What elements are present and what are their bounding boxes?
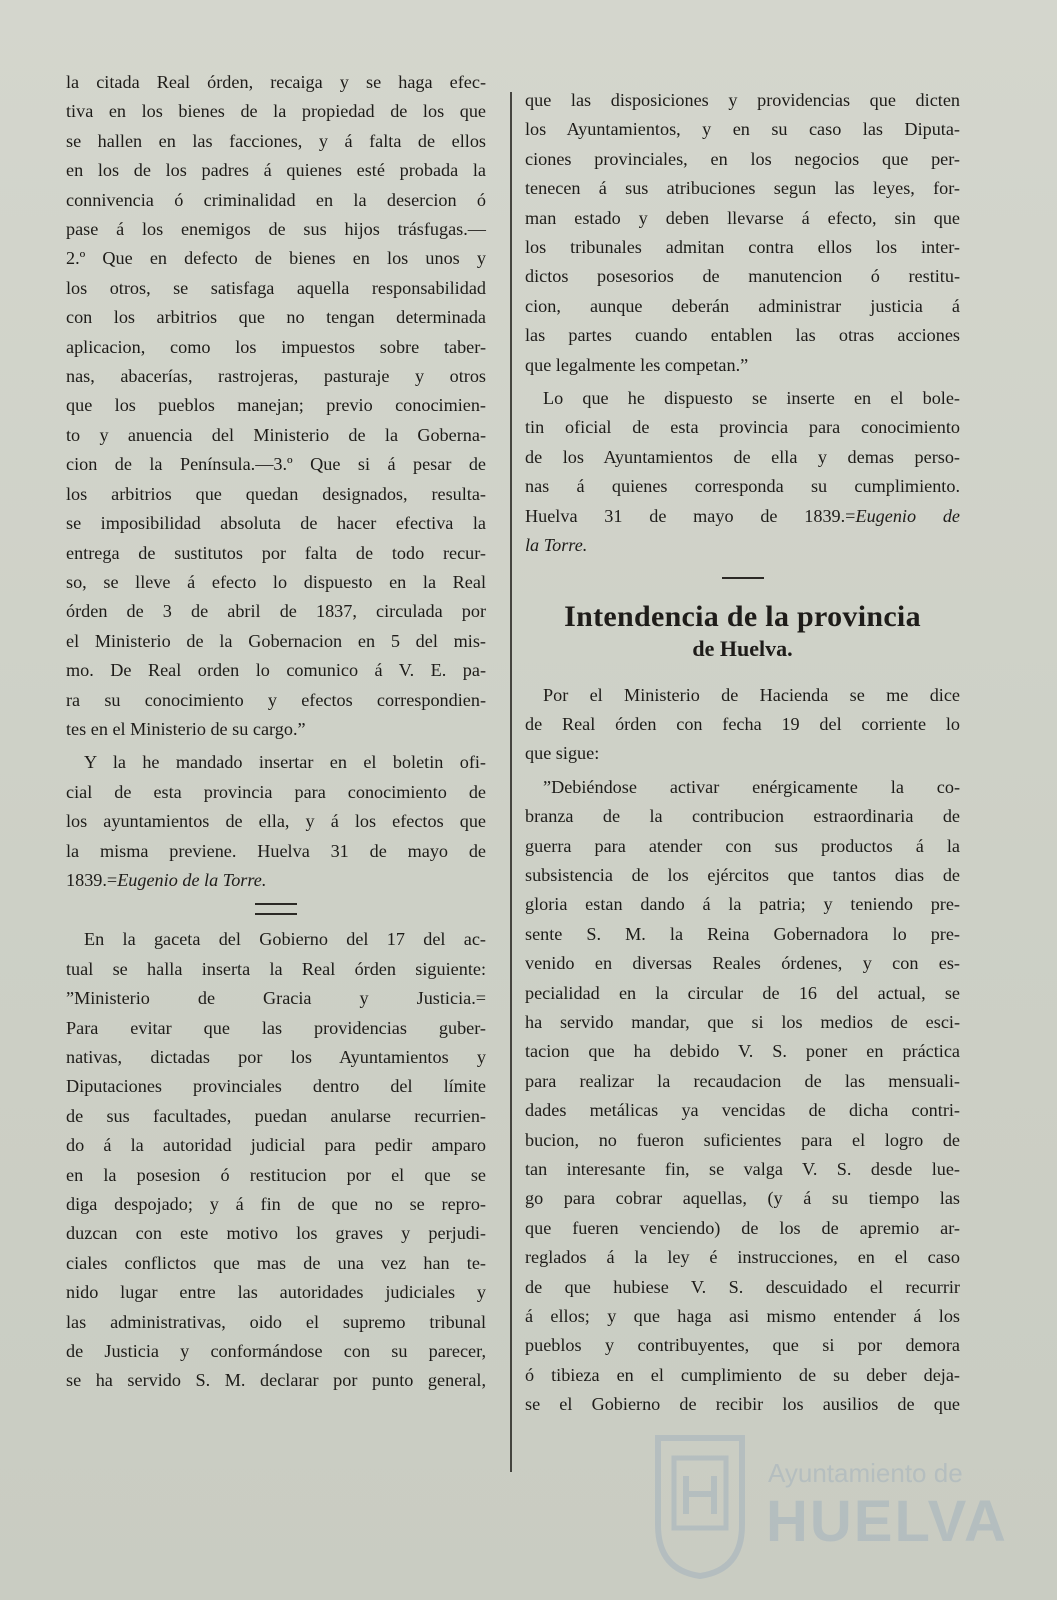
signature-line [66, 866, 486, 895]
section-rule [255, 903, 297, 915]
text-line: do á la autoridad judicial para pedir amparo [66, 1135, 486, 1156]
text-line: los arbitrios que quedan designados, resulta- [66, 483, 486, 504]
text-line: aplicacion, como los impuestos sobre taber- [66, 336, 486, 357]
text-line: sente S. M. la Reina Gobernadora lo pre- [525, 923, 960, 944]
text-line: de sus facultades, puedan anularse recurrien- [66, 1105, 486, 1126]
text-line: las partes cuando entablen las otras acciones [525, 325, 960, 346]
right-paragraph-3 [525, 681, 960, 769]
text-line: las administrativas, oido el supremo tribunal [66, 1311, 486, 1332]
text-line: los otros, se satisfaga aquella responsabilidad [66, 277, 486, 298]
text-line: ha servido mandar, que si los medios de esci- [525, 1011, 960, 1032]
text-line: los Ayuntamientos, y en su caso las Diputa- [525, 119, 960, 140]
right-paragraph-1 [525, 86, 960, 380]
text-line: se imposibilidad absoluta de hacer efectiva la [66, 513, 486, 534]
text-line: reglados á la ley é instrucciones, en el caso [525, 1247, 960, 1268]
left-paragraph-2 [66, 748, 486, 895]
watermark [640, 1420, 1008, 1590]
text-line: pecialidad en la circular de 16 del actual, se [525, 982, 960, 1003]
text-line: En la gaceta del Gobierno del 17 del ac- [84, 929, 486, 950]
text-line: que fueren venciendo) de los de apremio ar- [525, 1217, 960, 1238]
text-line: la misma previene. Huelva 31 de mayo de [66, 840, 486, 861]
section-subheading: de Huelva. [692, 635, 793, 661]
right-paragraph-4 [525, 773, 960, 1420]
text-line: en los de los padres á quienes esté probada la [66, 160, 486, 181]
text-line: pase á los enemigos de sus hijos trásfugas.— [66, 219, 486, 240]
text-line: Por el Ministerio de Hacienda se me dice [543, 684, 960, 705]
text-line: nido lugar entre las autoridades judiciales y [66, 1282, 486, 1303]
text-line: pueblos y contribuyentes, que si por demora [525, 1335, 960, 1356]
text-line: tual se halla inserta la Real órden siguiente: [66, 958, 486, 979]
left-paragraph-1 [66, 68, 486, 744]
coat-of-arms-icon [650, 1430, 750, 1580]
text-line: la citada Real órden, recaiga y se haga efec- [66, 72, 486, 92]
section-heading: Intendencia de la provincia [564, 599, 921, 633]
text-line: se ha servido S. M. declarar por punto general, [66, 1370, 486, 1391]
text-line: nas á quienes corresponda su cumplimiento. [525, 476, 960, 497]
text-line: to y anuencia del Ministerio de la Goberna- [66, 424, 486, 445]
text-line: guerra para atender con sus productos á la [525, 835, 960, 856]
text-line: go para cobrar aquellas, (y á su tiempo las [525, 1188, 960, 1209]
text-line: man estado y deben llevarse á efecto, sin que [525, 207, 960, 228]
text-line: en la posesion ó restitucion por el que se [66, 1164, 486, 1185]
text-line: Diputaciones provinciales dentro del límite [66, 1076, 486, 1097]
right-paragraph-2 [525, 384, 960, 560]
date-fragment: Huelva 31 de mayo de 1839.= [525, 505, 856, 526]
text-line: connivencia ó criminalidad en la desercion ó [66, 189, 486, 210]
text-line: de Real órden con fecha 19 del corriente lo [525, 713, 960, 734]
text-line: ra su conocimiento y efectos correspondien- [66, 689, 486, 710]
text-line: órden de 3 de abril de 1837, circulada por [66, 601, 486, 622]
text-line: duzcan con este motivo los graves y perjudi- [66, 1223, 486, 1244]
text-line: gloria estan dando á la patria; y teniendo pre- [525, 894, 960, 915]
text-line: de los Ayuntamientos de ella y demas perso- [525, 446, 960, 467]
watermark-line-1: Ayuntamiento de [768, 1458, 963, 1488]
text-line: mo. De Real orden lo comunico á V. E. pa- [66, 660, 486, 681]
text-line [525, 502, 960, 531]
signature: Eugenio de [855, 505, 960, 526]
watermark-line-2: HUELVA [766, 1489, 1008, 1554]
text-line: bucion, no fueron suficientes para el logro de [525, 1129, 960, 1150]
text-line: venido en diversas Reales órdenes, y con es- [525, 953, 960, 974]
text-line: subsistencia de los ejércitos que tantos dias de [525, 864, 960, 885]
text-line: diga despojado; y á fin de que no se repro- [66, 1194, 486, 1215]
column-divider [510, 92, 512, 1472]
text-line: ”Debiéndose activar enérgicamente la co- [543, 776, 960, 797]
text-line: tin oficial de esta provincia para conocimiento [525, 417, 960, 438]
signature: la Torre. [525, 535, 588, 556]
text-line: tacion que ha debido V. S. poner en práctica [525, 1041, 960, 1062]
text-line: que los pueblos manejan; previo conocimien- [66, 395, 486, 416]
text-line: cion de la Península.—3.º Que si á pesar de [66, 454, 486, 475]
text-line: Para evitar que las providencias guber- [66, 1017, 486, 1038]
text-line: 2.º Que en defecto de bienes en los unos y [66, 248, 486, 269]
signature: Eugenio de la Torre. [117, 869, 267, 890]
text-line: el Ministerio de la Gobernacion en 5 del mis- [66, 630, 486, 651]
text-line: Lo que he dispuesto se inserte en el bole- [543, 388, 960, 409]
text-line: para realizar la recaudacion de las mensuali- [525, 1070, 960, 1091]
date-fragment: 1839.= [66, 869, 118, 890]
left-column [66, 68, 486, 1396]
text-line: se el Gobierno de recibir los ausilios de que [525, 1394, 960, 1415]
text-line: de Justicia y conformándose con su parecer, [66, 1341, 486, 1362]
signature-line [525, 531, 960, 560]
text-line: tenecen á sus atribuciones segun las leyes, for- [525, 178, 960, 199]
text-line: se hallen en las facciones, y á falta de ellos [66, 130, 486, 151]
text-line: cion, aunque deberán administrar justicia á [525, 295, 960, 316]
text-line: dades metálicas ya vencidas de dicha contri- [525, 1100, 960, 1121]
text-line: Y la he mandado insertar en el boletin ofi- [84, 752, 486, 773]
text-line: nas, abacerías, rastrojeras, pasturaje y otros [66, 366, 486, 387]
text-line: cial de esta provincia para conocimiento de [66, 781, 486, 802]
text-line: que legalmente les competan.” [525, 354, 749, 375]
text-line: ó tibieza en el cumplimiento de su deber deja- [525, 1364, 960, 1385]
text-line: con los arbitrios que no tengan determinada [66, 307, 486, 328]
text-line: dictos posesorios de manutencion ó restitu- [525, 266, 960, 287]
text-line: de que hubiese V. S. descuidado el recurrir [525, 1276, 960, 1297]
text-line: tiva en los bienes de la propiedad de los que [66, 101, 486, 122]
text-line: entrega de sustitutos por falta de todo recur- [66, 542, 486, 563]
text-line: branza de la contribucion estraordinaria de [525, 806, 960, 827]
left-paragraph-3 [66, 925, 486, 1396]
section-rule [722, 577, 764, 579]
right-column [525, 86, 960, 1420]
text-line: que sigue: [525, 743, 600, 764]
text-line: los ayuntamientos de ella, y á los efectos que [66, 811, 486, 832]
text-line: los tribunales admitan contra ellos los inter- [525, 237, 960, 258]
text-line: ciones provinciales, en los negocios que per- [525, 148, 960, 169]
text-line: tes en el Ministerio de su cargo.” [66, 718, 306, 739]
text-line: so, se lleve á efecto lo dispuesto en la Real [66, 571, 486, 592]
text-line: ”Ministerio de Gracia y Justicia.= [66, 988, 486, 1009]
text-line: nativas, dictadas por los Ayuntamientos y [66, 1047, 486, 1067]
text-line: tan interesante fin, se valga V. S. desde lue- [525, 1159, 960, 1179]
text-line: que las disposiciones y providencias que dicten [525, 90, 960, 110]
text-line: ciales conflictos que mas de una vez han te- [66, 1252, 486, 1273]
text-line: á ellos; y que haga asi mismo entender á los [525, 1306, 960, 1327]
